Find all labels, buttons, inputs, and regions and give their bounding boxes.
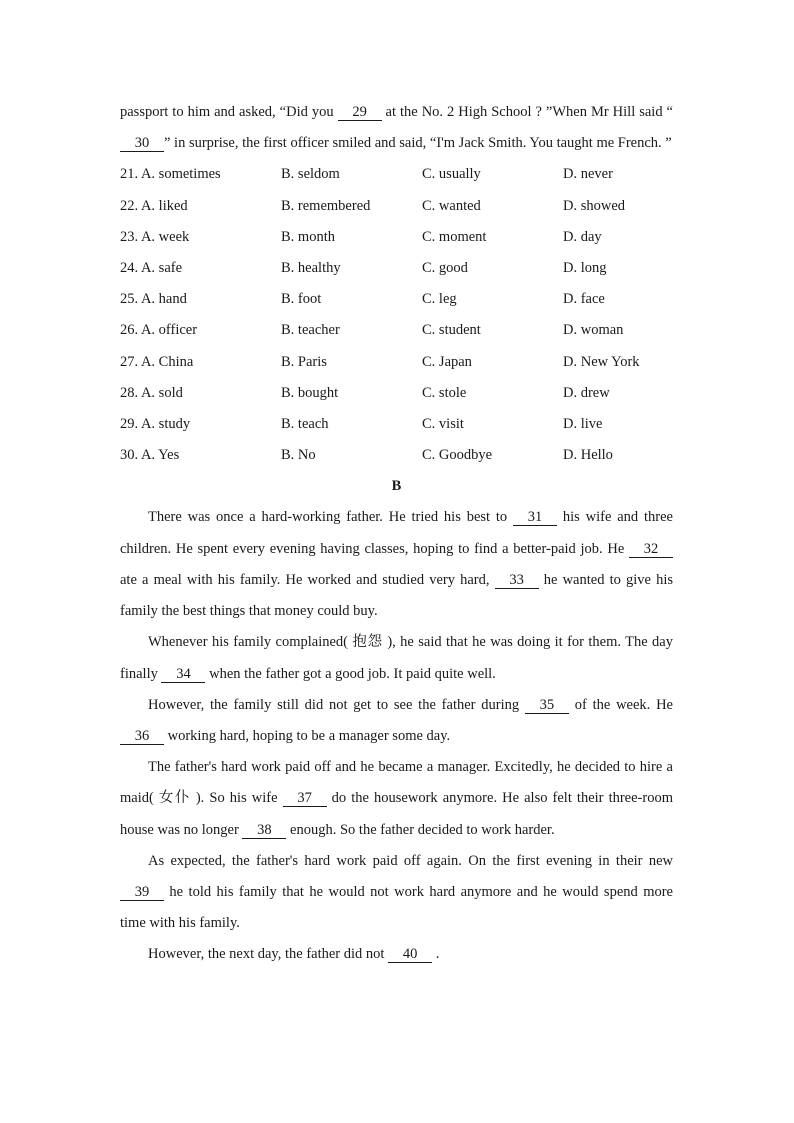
- question-row-29: [120, 409, 673, 440]
- option-d[interactable]: D. New York: [563, 353, 640, 370]
- option-b[interactable]: B. month: [281, 228, 335, 245]
- option-b[interactable]: B. remembered: [281, 197, 371, 214]
- option-d[interactable]: D. never: [563, 166, 613, 183]
- option-c[interactable]: C. wanted: [422, 197, 481, 214]
- question-row-25: [120, 284, 673, 315]
- option-b[interactable]: B. No: [281, 447, 316, 464]
- option-c[interactable]: C. visit: [422, 415, 464, 432]
- option-a[interactable]: 26. A. officer: [120, 322, 198, 339]
- text-segment: .: [432, 946, 440, 963]
- section-title-b: B: [391, 478, 402, 495]
- text-segment: passport to him and asked, “Did you: [120, 104, 338, 120]
- text-segment: There was once a hard-working father. He tried his best to: [148, 509, 514, 526]
- paragraph-6: [120, 939, 673, 970]
- text-segment: Whenever his family complained( 抱怨 ), he said that he was doing it for them. The day finally: [120, 634, 673, 682]
- paragraph-4: [120, 752, 673, 846]
- text-segment: However, the next day, the father did not: [148, 946, 389, 963]
- options-list: [120, 159, 673, 471]
- option-a[interactable]: 28. A. sold: [120, 384, 183, 401]
- option-a[interactable]: 21. A. sometimes: [120, 166, 221, 183]
- paragraph-1: [120, 502, 673, 627]
- blank-39[interactable]: 39: [120, 884, 164, 901]
- blank-32[interactable]: 32: [629, 541, 673, 558]
- option-c[interactable]: C. leg: [422, 291, 457, 308]
- option-c[interactable]: C. Goodbye: [422, 447, 493, 464]
- option-d[interactable]: D. face: [563, 291, 605, 308]
- option-c[interactable]: C. Japan: [422, 353, 472, 370]
- option-a[interactable]: 25. A. hand: [120, 291, 187, 308]
- option-a[interactable]: 24. A. safe: [120, 259, 183, 276]
- paragraph-2: [120, 627, 673, 689]
- option-a[interactable]: 23. A. week: [120, 228, 190, 245]
- text-segment: ” in surprise, the first officer smiled and said, “I'm Jack Smith. You taught me French. ”: [164, 135, 672, 152]
- document-page: [120, 97, 673, 971]
- option-a[interactable]: 30. A. Yes: [120, 447, 180, 464]
- text-segment: However, the family still did not get to see the father during: [148, 696, 525, 713]
- option-d[interactable]: D. showed: [563, 197, 626, 214]
- option-b[interactable]: B. healthy: [281, 259, 341, 276]
- question-row-21: [120, 159, 673, 190]
- blank-30[interactable]: 30: [120, 135, 164, 152]
- question-row-23: [120, 222, 673, 253]
- option-d[interactable]: D. day: [563, 228, 602, 245]
- option-a[interactable]: 29. A. study: [120, 415, 191, 432]
- option-b[interactable]: B. seldom: [281, 166, 340, 183]
- text-segment: ate a meal with his family. He worked and studied very hard,: [120, 571, 495, 588]
- blank-34[interactable]: 34: [161, 666, 205, 683]
- text-segment: enough. So the father decided to work harder.: [286, 821, 555, 838]
- option-b[interactable]: B. foot: [281, 291, 322, 308]
- option-c[interactable]: C. usually: [422, 166, 481, 183]
- question-row-24: [120, 253, 673, 284]
- option-c[interactable]: C. student: [422, 322, 481, 339]
- blank-29[interactable]: 29: [338, 104, 382, 121]
- blank-33[interactable]: 33: [495, 572, 539, 589]
- question-row-28: [120, 378, 673, 409]
- blank-37[interactable]: 37: [283, 790, 327, 807]
- blank-31[interactable]: 31: [513, 509, 557, 526]
- text-segment: he wanted to give his family the best things that money could buy.: [120, 571, 673, 620]
- text-segment: his wife and three children. He spent every evening having classes, hoping to find a better-paid job. He: [120, 509, 673, 557]
- option-d[interactable]: D. drew: [563, 384, 610, 401]
- text-segment: working hard, hoping to be a manager some day.: [164, 727, 451, 744]
- text-segment: The father's hard work paid off and he became a manager. Excitedly, he decided to hire a maid( 女仆 ). So his wife: [120, 759, 673, 807]
- text-segment: he told his family that he would not work hard anymore and he would spend more time with his family.: [120, 883, 673, 932]
- option-d[interactable]: D. Hello: [563, 447, 613, 464]
- question-row-30: [120, 440, 673, 471]
- option-c[interactable]: C. stole: [422, 384, 467, 401]
- paragraph-5: [120, 846, 673, 940]
- text-segment: do the housework anymore. He also felt their three-room house was no longer: [120, 790, 673, 838]
- blank-38[interactable]: 38: [242, 822, 286, 839]
- option-a[interactable]: 27. A. China: [120, 353, 194, 370]
- question-row-26: [120, 315, 673, 346]
- text-segment: at the No. 2 High School ? ”When Mr Hill said “: [381, 104, 673, 120]
- option-d[interactable]: D. woman: [563, 322, 624, 339]
- option-b[interactable]: B. Paris: [281, 353, 327, 370]
- text-segment: As expected, the father's hard work paid off again. On the first evening in their new: [148, 852, 673, 869]
- blank-35[interactable]: 35: [525, 697, 569, 714]
- option-c[interactable]: C. good: [422, 259, 468, 276]
- option-c[interactable]: C. moment: [422, 228, 487, 245]
- question-row-27: [120, 347, 673, 378]
- option-a[interactable]: 22. A. liked: [120, 197, 188, 214]
- option-b[interactable]: B. teach: [281, 415, 329, 432]
- passage-a-tail: [120, 97, 673, 159]
- text-segment: of the week. He: [568, 696, 673, 713]
- option-b[interactable]: B. bought: [281, 384, 339, 401]
- option-d[interactable]: D. live: [563, 415, 603, 432]
- question-row-22: [120, 191, 673, 222]
- option-d[interactable]: D. long: [563, 259, 607, 276]
- blank-40[interactable]: 40: [388, 946, 432, 963]
- text-segment: when the father got a good job. It paid quite well.: [205, 665, 496, 682]
- blank-36[interactable]: 36: [120, 728, 164, 745]
- paragraph-3: [120, 690, 673, 752]
- option-b[interactable]: B. teacher: [281, 322, 340, 339]
